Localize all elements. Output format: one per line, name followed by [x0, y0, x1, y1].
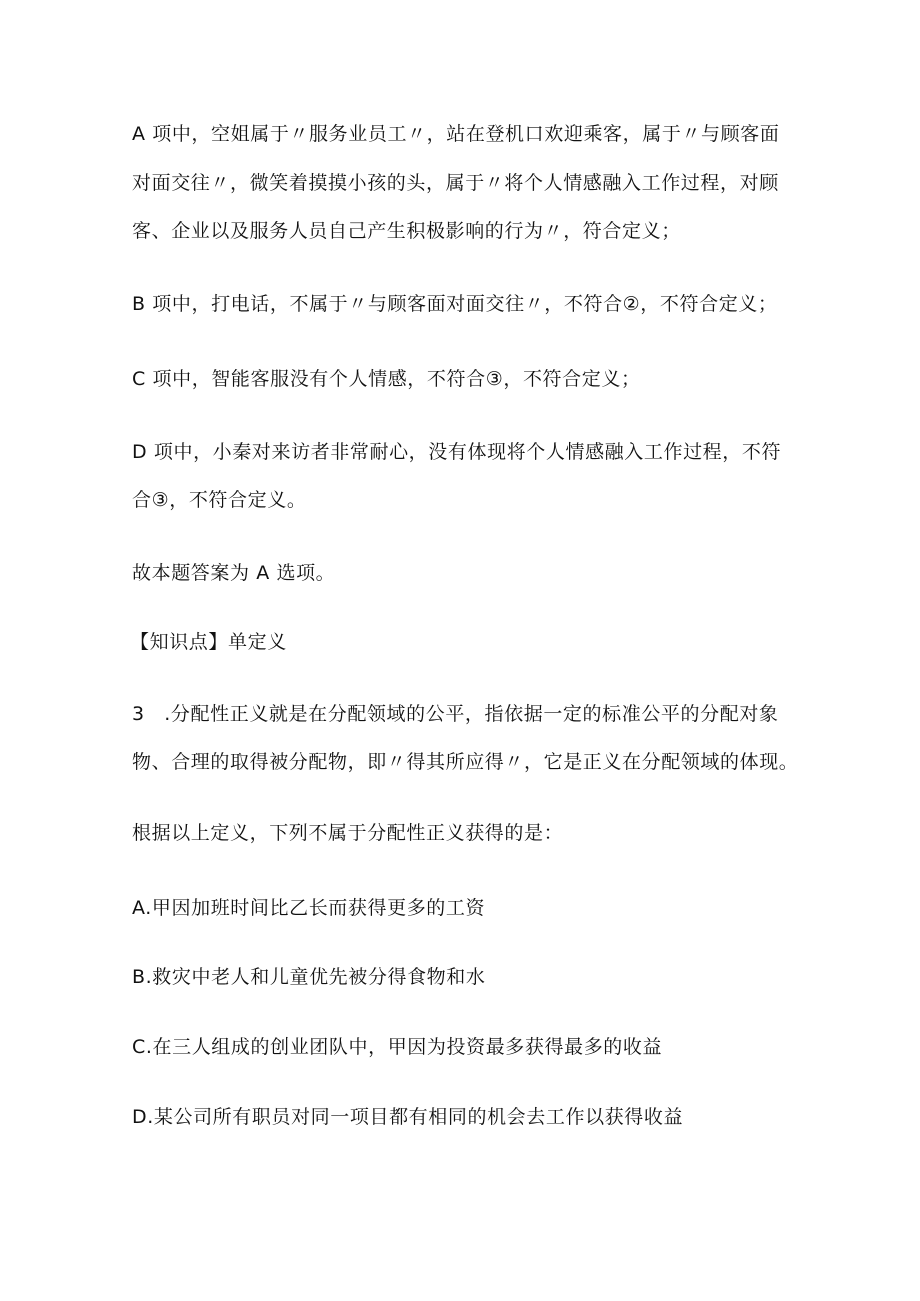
analysis-c: C 项中，智能客服没有个人情感，不符合③，不符合定义； — [132, 368, 641, 390]
answer-line: 故本题答案为 A 选项。 — [132, 562, 336, 584]
knowledge-point: 【知识点】单定义 — [130, 631, 287, 653]
analysis-b: B 项中，打电话，不属于〃与顾客面对面交往〃，不符合②，不符合定义； — [132, 293, 778, 315]
question-3-line-1: 3 .分配性正义就是在分配领域的公平，指依据一定的标准公平的分配对象 — [132, 703, 779, 725]
analysis-a-line-3: 客、企业以及服务人员自己产生积极影响的行为〃，符合定义； — [132, 220, 681, 242]
analysis-a-line-1: A 项中，空姐属于〃服务业员工〃，站在登机口欢迎乘客，属于〃与顾客面 — [132, 123, 780, 145]
option-d: D.某公司所有职员对同一项目都有相同的机会去工作以获得收益 — [132, 1106, 684, 1128]
question-3-prompt: 根据以上定义，下列不属于分配性正义获得的是： — [132, 822, 564, 844]
option-a: A.甲因加班时间比乙长而获得更多的工资 — [132, 897, 486, 919]
analysis-a-line-2: 对面交往〃，微笑着摸摸小孩的头，属于〃将个人情感融入工作过程，对顾 — [132, 172, 779, 194]
analysis-d-line-2: 合③，不符合定义。 — [132, 489, 307, 511]
option-b: B.救灾中老人和儿童优先被分得食物和水 — [132, 966, 486, 988]
analysis-d-line-1: D 项中，小秦对来访者非常耐心，没有体现将个人情感融入工作过程，不符 — [132, 441, 782, 463]
question-3-line-2: 物、合理的取得被分配物，即〃得其所应得〃，它是正义在分配领域的体现。 — [132, 751, 799, 773]
option-c: C.在三人组成的创业团队中，甲因为投资最多获得最多的收益 — [132, 1036, 663, 1058]
